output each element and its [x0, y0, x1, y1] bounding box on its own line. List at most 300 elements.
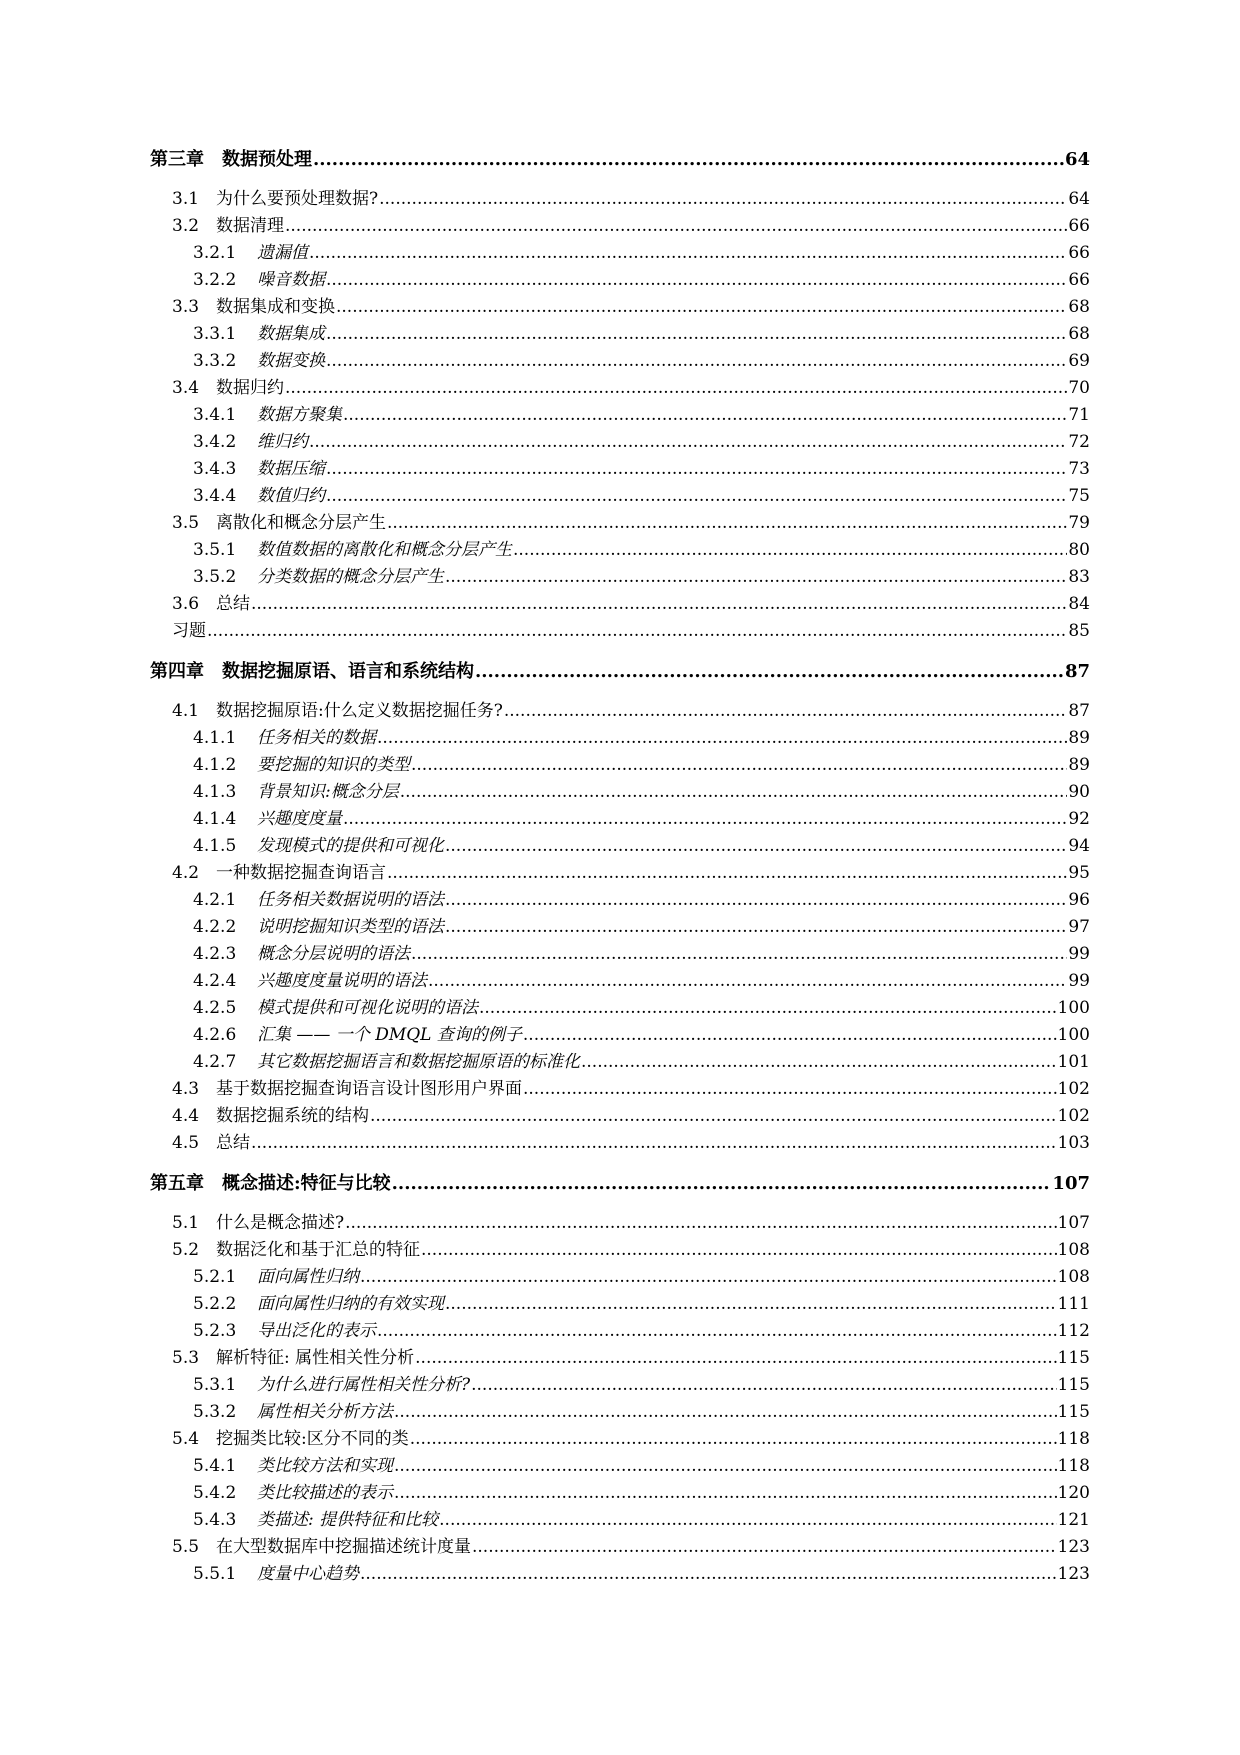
toc-entry-page-number: 107 [1057, 1213, 1090, 1233]
dot-leader [392, 1170, 1052, 1197]
toc-entry-page-number: 90 [1068, 782, 1090, 802]
toc-entry[interactable] [150, 698, 1090, 725]
toc-entry-page-number: 85 [1068, 621, 1090, 641]
dot-leader [411, 941, 1067, 968]
toc-entry-number: 3.4 [172, 378, 200, 398]
toc-entry-title: 数据挖掘原语、语言和系统结构 [222, 661, 474, 682]
toc-entry-title: 面向属性归纳的有效实现 [257, 1294, 444, 1314]
table-of-contents [150, 146, 1090, 1588]
toc-entry-label [172, 1237, 420, 1264]
toc-entry[interactable] [150, 1264, 1090, 1291]
toc-entry-number: 4.2.5 [193, 998, 237, 1018]
toc-entry-page-number: 108 [1057, 1240, 1090, 1260]
toc-entry-number: 4.1.4 [193, 809, 237, 829]
toc-entry-page-number: 66 [1068, 270, 1090, 290]
dot-leader [326, 348, 1067, 375]
toc-entry-number: 4.1 [172, 701, 200, 721]
toc-entry[interactable] [150, 968, 1090, 995]
toc-entry[interactable] [150, 213, 1090, 240]
toc-entry-number: 5.4.1 [193, 1456, 237, 1476]
toc-entry-label [193, 995, 478, 1022]
toc-entry-label [193, 1399, 393, 1426]
toc-entry-label [193, 456, 325, 483]
toc-entry-title: 数值归约 [257, 486, 325, 506]
dot-leader [326, 321, 1067, 348]
toc-entry-number: 第五章 [150, 1173, 204, 1194]
toc-entry[interactable] [150, 1399, 1090, 1426]
toc-entry-label [193, 725, 376, 752]
toc-entry-title: 任务相关数据说明的语法 [257, 890, 444, 910]
toc-entry-label [193, 537, 512, 564]
toc-entry[interactable] [150, 375, 1090, 402]
toc-entry-number: 4.5 [172, 1133, 200, 1153]
toc-entry-title: 分类数据的概念分层产生 [257, 567, 444, 587]
toc-entry-number: 3.1 [172, 189, 200, 209]
toc-entry-number: 5.3.1 [193, 1375, 237, 1395]
toc-entry-title: 数据挖掘系统的结构 [216, 1106, 369, 1126]
toc-entry-number: 5.5.1 [193, 1564, 237, 1584]
toc-entry-page-number: 72 [1068, 432, 1090, 452]
toc-entry-title: 解析特征: 属性相关性分析 [216, 1348, 415, 1368]
toc-entry-label [193, 1453, 393, 1480]
toc-entry-title: 噪音数据 [257, 270, 325, 290]
dot-leader [523, 1076, 1057, 1103]
toc-entry[interactable] [150, 1049, 1090, 1076]
toc-entry-label [193, 914, 444, 941]
toc-entry-title: 任务相关的数据 [257, 728, 376, 748]
toc-entry-number: 4.2.4 [193, 971, 237, 991]
toc-entry[interactable] [150, 483, 1090, 510]
toc-entry-number: 4.2.6 [193, 1025, 237, 1045]
toc-entry-label [172, 1130, 250, 1157]
toc-entry-title: 在大型数据库中挖掘描述统计度量 [216, 1537, 471, 1557]
dot-leader [326, 456, 1067, 483]
toc-entry-page-number: 115 [1057, 1402, 1090, 1422]
toc-entry-page-number: 102 [1057, 1106, 1090, 1126]
toc-entry-page-number: 99 [1068, 944, 1090, 964]
toc-entry-title: 数据预处理 [222, 149, 312, 170]
toc-entry-page-number: 64 [1064, 149, 1090, 170]
toc-entry-number: 3.4.3 [193, 459, 237, 479]
toc-entry-title: 概念分层说明的语法 [257, 944, 410, 964]
dot-leader [285, 375, 1067, 402]
toc-entry-title: 模式提供和可视化说明的语法 [257, 998, 478, 1018]
toc-entry-label [150, 146, 312, 173]
toc-entry-label [193, 483, 325, 510]
toc-entry-title: 数据集成 [257, 324, 325, 344]
toc-entry-title: 为什么要预处理数据? [216, 189, 379, 209]
toc-entry[interactable] [150, 618, 1090, 645]
toc-entry-number: 3.4.4 [193, 486, 237, 506]
toc-entry-label [193, 833, 444, 860]
toc-entry-label [193, 1264, 359, 1291]
toc-entry-page-number: 121 [1057, 1510, 1090, 1530]
toc-entry-title: 导出泛化的表示 [257, 1321, 376, 1341]
dot-leader [387, 510, 1067, 537]
dot-leader [377, 725, 1067, 752]
dot-leader [445, 1291, 1057, 1318]
toc-entry-label [172, 375, 284, 402]
dot-leader [370, 1103, 1057, 1130]
toc-entry[interactable] [150, 348, 1090, 375]
toc-entry-label [172, 1345, 414, 1372]
toc-entry-title: 数据方聚集 [257, 405, 342, 425]
dot-leader [445, 887, 1067, 914]
toc-entry-title: 概念描述:特征与比较 [222, 1173, 391, 1194]
toc-entry-number: 第三章 [150, 149, 204, 170]
toc-entry-title: 总结 [216, 1133, 250, 1153]
toc-entry[interactable] [150, 1561, 1090, 1588]
toc-entry-number: 4.1.2 [193, 755, 237, 775]
toc-entry-page-number: 97 [1068, 917, 1090, 937]
toc-entry-title: 数值数据的离散化和概念分层产生 [257, 540, 512, 560]
toc-entry-number: 5.2.3 [193, 1321, 237, 1341]
toc-entry-title: 遗漏值 [257, 243, 308, 263]
toc-entry-label [193, 1561, 359, 1588]
toc-entry-title: 面向属性归纳 [257, 1267, 359, 1287]
dot-leader [410, 1426, 1057, 1453]
toc-chapter-entry[interactable] [150, 146, 1090, 173]
toc-entry-number: 4.4 [172, 1106, 200, 1126]
toc-entry[interactable] [150, 752, 1090, 779]
dot-leader [479, 995, 1057, 1022]
dot-leader [313, 146, 1064, 173]
toc-entry-title: 度量中心趋势 [257, 1564, 359, 1584]
dot-leader [394, 1480, 1057, 1507]
toc-entry-page-number: 79 [1068, 513, 1090, 533]
dot-leader [394, 1453, 1057, 1480]
toc-entry-title: 离散化和概念分层产生 [216, 513, 386, 533]
dot-leader [377, 1318, 1057, 1345]
toc-entry-number: 5.3 [172, 1348, 200, 1368]
toc-entry-label [193, 887, 444, 914]
toc-entry[interactable] [150, 1076, 1090, 1103]
toc-entry[interactable] [150, 1130, 1090, 1157]
dot-leader [360, 1561, 1057, 1588]
dot-leader [343, 806, 1067, 833]
dot-leader [523, 1022, 1057, 1049]
toc-entry-number: 3.2.1 [193, 243, 237, 263]
toc-entry[interactable] [150, 860, 1090, 887]
toc-entry[interactable] [150, 1022, 1090, 1049]
toc-entry-label [193, 429, 308, 456]
toc-entry-page-number: 123 [1057, 1537, 1090, 1557]
toc-entry-page-number: 96 [1068, 890, 1090, 910]
dot-leader [415, 1345, 1056, 1372]
toc-entry-title: 数据归约 [216, 378, 284, 398]
dot-leader [475, 658, 1064, 685]
toc-entry[interactable] [150, 941, 1090, 968]
dot-leader [445, 914, 1067, 941]
toc-entry[interactable] [150, 1453, 1090, 1480]
toc-entry-label [193, 1291, 444, 1318]
toc-entry-page-number: 68 [1068, 297, 1090, 317]
toc-entry-label [172, 860, 386, 887]
toc-entry-number: 4.1.5 [193, 836, 237, 856]
toc-entry-title: 数据泛化和基于汇总的特征 [216, 1240, 420, 1260]
dot-leader [336, 294, 1067, 321]
toc-entry-label [172, 294, 335, 321]
dot-leader [343, 402, 1067, 429]
toc-entry-page-number: 89 [1068, 755, 1090, 775]
toc-entry-label [172, 618, 206, 645]
toc-entry-title: 发现模式的提供和可视化 [257, 836, 444, 856]
toc-entry[interactable] [150, 833, 1090, 860]
toc-entry-page-number: 87 [1064, 661, 1090, 682]
toc-entry-page-number: 112 [1057, 1321, 1090, 1341]
toc-entry-number: 3.4.2 [193, 432, 237, 452]
dot-leader [513, 537, 1067, 564]
toc-entry-page-number: 108 [1057, 1267, 1090, 1287]
toc-entry-label [193, 267, 325, 294]
toc-entry-page-number: 100 [1057, 1025, 1090, 1045]
toc-entry-title: 汇集 —— 一个 DMQL 查询的例子 [257, 1025, 522, 1045]
toc-entry-title: 要挖掘的知识的类型 [257, 755, 410, 775]
toc-entry[interactable] [150, 591, 1090, 618]
toc-entry-number: 5.5 [172, 1537, 200, 1557]
toc-entry[interactable] [150, 1291, 1090, 1318]
toc-entry-page-number: 66 [1068, 243, 1090, 263]
toc-entry-number: 4.2.2 [193, 917, 237, 937]
toc-entry-label [193, 779, 399, 806]
toc-entry[interactable] [150, 1237, 1090, 1264]
toc-entry-label [193, 402, 342, 429]
toc-entry-page-number: 69 [1068, 351, 1090, 371]
toc-entry-label [172, 1210, 344, 1237]
dot-leader [309, 240, 1067, 267]
toc-entry-title: 其它数据挖掘语言和数据挖掘原语的标准化 [257, 1052, 580, 1072]
toc-entry-title: 什么是概念描述? [216, 1213, 345, 1233]
toc-entry-label [172, 698, 503, 725]
toc-entry-label [193, 1507, 438, 1534]
toc-entry[interactable] [150, 240, 1090, 267]
dot-leader [345, 1210, 1056, 1237]
dot-leader [394, 1399, 1057, 1426]
toc-entry-number: 4.1.1 [193, 728, 237, 748]
toc-entry[interactable] [150, 402, 1090, 429]
toc-entry-label [193, 321, 325, 348]
dot-leader [360, 1264, 1057, 1291]
toc-entry-title: 习题 [172, 621, 206, 641]
dot-leader [379, 186, 1067, 213]
toc-entry-number: 3.2 [172, 216, 200, 236]
dot-leader [439, 1507, 1056, 1534]
toc-entry-title: 基于数据挖掘查询语言设计图形用户界面 [216, 1079, 522, 1099]
toc-entry-title: 维归约 [257, 432, 308, 452]
toc-entry-page-number: 101 [1057, 1052, 1090, 1072]
toc-entry-number: 4.3 [172, 1079, 200, 1099]
toc-entry-number: 5.2.2 [193, 1294, 237, 1314]
toc-entry-page-number: 118 [1057, 1429, 1090, 1449]
toc-entry-label [172, 1534, 471, 1561]
toc-entry-number: 4.2.1 [193, 890, 237, 910]
toc-entry-page-number: 99 [1068, 971, 1090, 991]
toc-entry-number: 3.3.2 [193, 351, 237, 371]
toc-entry-number: 3.5 [172, 513, 200, 533]
toc-entry-label [172, 1426, 409, 1453]
toc-entry-label [172, 591, 250, 618]
toc-entry-number: 4.2 [172, 863, 200, 883]
toc-entry-label [193, 1372, 470, 1399]
toc-entry[interactable] [150, 429, 1090, 456]
toc-entry-title: 类比较描述的表示 [257, 1483, 393, 1503]
dot-leader [251, 1130, 1057, 1157]
toc-entry-label [193, 564, 444, 591]
dot-leader [445, 833, 1067, 860]
toc-entry-page-number: 102 [1057, 1079, 1090, 1099]
toc-entry[interactable] [150, 887, 1090, 914]
dot-leader [326, 267, 1067, 294]
toc-entry-title: 数据压缩 [257, 459, 325, 479]
toc-entry-title: 数据变换 [257, 351, 325, 371]
toc-entry-label [193, 806, 342, 833]
dot-leader [445, 564, 1067, 591]
toc-entry[interactable] [150, 995, 1090, 1022]
toc-entry-title: 背景知识:概念分层 [257, 782, 399, 802]
toc-entry-label [193, 1318, 376, 1345]
toc-entry-page-number: 94 [1068, 836, 1090, 856]
toc-entry-number: 3.3.1 [193, 324, 237, 344]
toc-entry-label [172, 186, 378, 213]
toc-entry-title: 挖掘类比较:区分不同的类 [216, 1429, 409, 1449]
toc-entry[interactable] [150, 1480, 1090, 1507]
toc-entry[interactable] [150, 510, 1090, 537]
toc-entry-title: 数据集成和变换 [216, 297, 335, 317]
dot-leader [326, 483, 1067, 510]
toc-entry-page-number: 71 [1068, 405, 1090, 425]
toc-entry[interactable] [150, 806, 1090, 833]
toc-entry-title: 数据清理 [216, 216, 284, 236]
toc-entry-number: 5.2.1 [193, 1267, 237, 1287]
toc-entry[interactable] [150, 725, 1090, 752]
toc-entry-page-number: 120 [1057, 1483, 1090, 1503]
toc-entry-page-number: 87 [1068, 701, 1090, 721]
toc-entry-number: 4.1.3 [193, 782, 237, 802]
toc-entry-title: 兴趣度度量说明的语法 [257, 971, 427, 991]
toc-entry[interactable] [150, 1426, 1090, 1453]
toc-entry[interactable] [150, 456, 1090, 483]
toc-entry-page-number: 89 [1068, 728, 1090, 748]
toc-entry-number: 3.4.1 [193, 405, 237, 425]
toc-entry-page-number: 66 [1068, 216, 1090, 236]
toc-entry-label [193, 752, 410, 779]
toc-entry-title: 总结 [216, 594, 250, 614]
toc-entry-page-number: 118 [1057, 1456, 1090, 1476]
toc-entry-page-number: 73 [1068, 459, 1090, 479]
toc-entry-number: 3.6 [172, 594, 200, 614]
dot-leader [411, 752, 1067, 779]
toc-entry[interactable] [150, 186, 1090, 213]
toc-entry[interactable] [150, 537, 1090, 564]
toc-entry[interactable] [150, 1372, 1090, 1399]
toc-entry-title: 属性相关分析方法 [257, 1402, 393, 1422]
toc-entry-number: 3.3 [172, 297, 200, 317]
toc-entry-page-number: 84 [1068, 594, 1090, 614]
toc-entry-page-number: 68 [1068, 324, 1090, 344]
toc-entry-page-number: 64 [1068, 189, 1090, 209]
toc-entry-page-number: 100 [1057, 998, 1090, 1018]
toc-entry-number: 4.2.3 [193, 944, 237, 964]
toc-entry-label [193, 1049, 580, 1076]
toc-entry-number: 5.2 [172, 1240, 200, 1260]
toc-entry[interactable] [150, 1534, 1090, 1561]
toc-entry-title: 为什么进行属性相关性分析? [257, 1375, 471, 1395]
dot-leader [472, 1534, 1057, 1561]
toc-entry-title: 类比较方法和实现 [257, 1456, 393, 1476]
dot-leader [581, 1049, 1057, 1076]
toc-entry-title: 兴趣度度量 [257, 809, 342, 829]
toc-entry-label [193, 1022, 522, 1049]
toc-entry-page-number: 111 [1057, 1294, 1090, 1314]
toc-entry-label [172, 1076, 522, 1103]
toc-entry-label [172, 510, 386, 537]
toc-entry-number: 3.5.1 [193, 540, 237, 560]
toc-entry-page-number: 70 [1068, 378, 1090, 398]
toc-entry[interactable] [150, 1507, 1090, 1534]
toc-entry-label [193, 240, 308, 267]
toc-entry[interactable] [150, 914, 1090, 941]
toc-entry-page-number: 107 [1052, 1173, 1090, 1194]
dot-leader [207, 618, 1067, 645]
toc-entry-number: 5.1 [172, 1213, 200, 1233]
toc-entry-number: 5.4.2 [193, 1483, 237, 1503]
toc-entry-title: 一种数据挖掘查询语言 [216, 863, 386, 883]
toc-entry-label [172, 213, 284, 240]
toc-entry-number: 3.2.2 [193, 270, 237, 290]
dot-leader [421, 1237, 1057, 1264]
toc-entry[interactable] [150, 1318, 1090, 1345]
toc-entry-label [193, 1480, 393, 1507]
toc-entry-title: 类描述: 提供特征和比较 [257, 1510, 439, 1530]
toc-entry-number: 4.2.7 [193, 1052, 237, 1072]
toc-entry-number: 3.5.2 [193, 567, 237, 587]
toc-entry-label [193, 941, 410, 968]
toc-entry[interactable] [150, 1210, 1090, 1237]
toc-entry-title: 说明挖掘知识类型的语法 [257, 917, 444, 937]
dot-leader [428, 968, 1067, 995]
toc-chapter-entry[interactable] [150, 1170, 1090, 1197]
toc-entry-number: 5.3.2 [193, 1402, 237, 1422]
toc-entry[interactable] [150, 1345, 1090, 1372]
toc-entry-page-number: 115 [1057, 1348, 1090, 1368]
toc-entry-page-number: 83 [1068, 567, 1090, 587]
toc-entry-label [193, 968, 427, 995]
toc-entry[interactable] [150, 321, 1090, 348]
toc-entry-page-number: 80 [1068, 540, 1090, 560]
toc-entry-number: 第四章 [150, 661, 204, 682]
dot-leader [504, 698, 1068, 725]
toc-entry[interactable] [150, 564, 1090, 591]
dot-leader [471, 1372, 1056, 1399]
toc-entry[interactable] [150, 1103, 1090, 1130]
toc-entry-page-number: 115 [1057, 1375, 1090, 1395]
toc-chapter-entry[interactable] [150, 658, 1090, 685]
toc-entry-title: 数据挖掘原语:什么定义数据挖掘任务? [216, 701, 503, 721]
toc-entry-number: 5.4 [172, 1429, 200, 1449]
toc-entry-label [150, 658, 474, 685]
toc-entry-page-number: 123 [1057, 1564, 1090, 1584]
toc-entry-page-number: 92 [1068, 809, 1090, 829]
toc-entry[interactable] [150, 779, 1090, 806]
toc-entry-label [193, 348, 325, 375]
toc-entry-label [172, 1103, 369, 1130]
toc-entry-page-number: 103 [1057, 1133, 1090, 1153]
toc-entry-page-number: 75 [1068, 486, 1090, 506]
toc-entry[interactable] [150, 267, 1090, 294]
dot-leader [285, 213, 1067, 240]
toc-entry-page-number: 95 [1068, 863, 1090, 883]
toc-entry[interactable] [150, 294, 1090, 321]
